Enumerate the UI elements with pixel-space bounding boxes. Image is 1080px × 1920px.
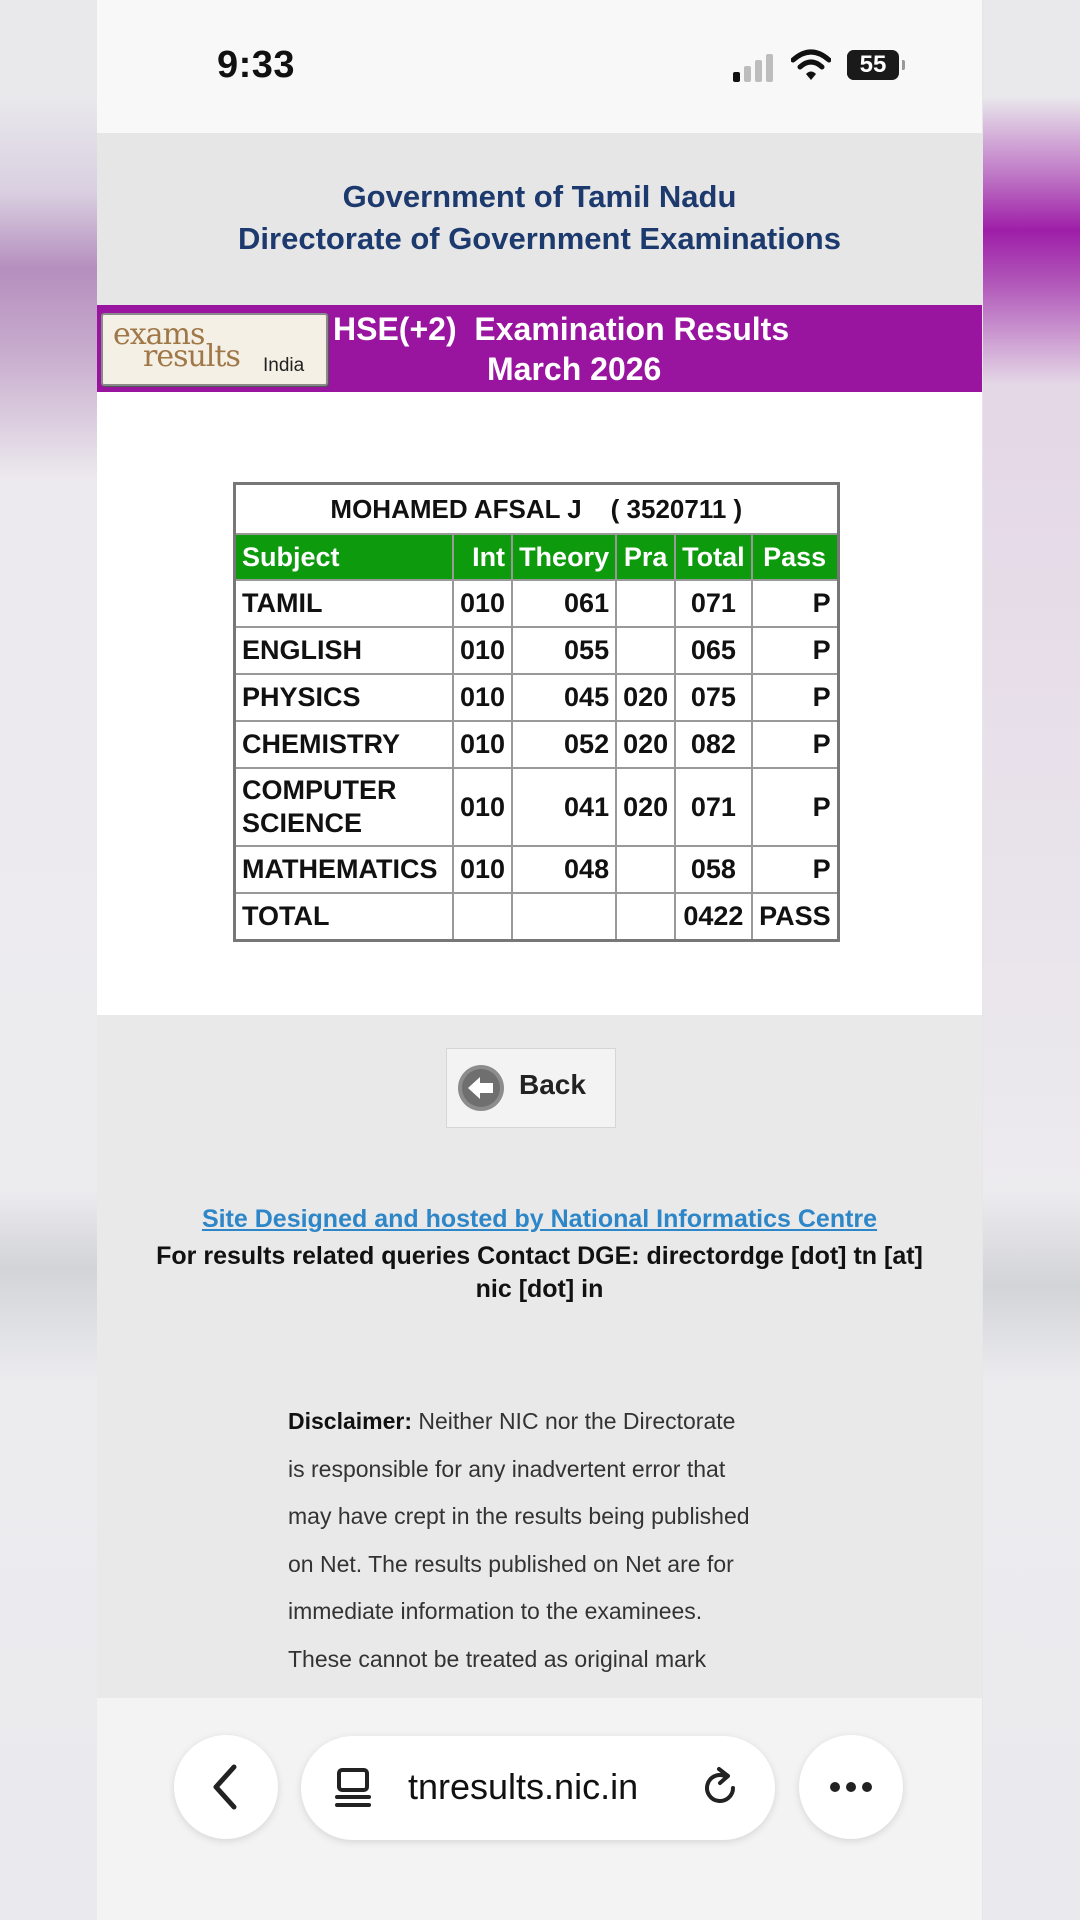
total-cell: 065	[675, 627, 752, 674]
marks-table	[233, 482, 840, 942]
total-cell: 071	[675, 768, 752, 846]
int-cell: 010	[453, 674, 512, 721]
cellular-signal-icon	[733, 52, 777, 82]
more-options-button[interactable]	[799, 1735, 903, 1839]
blurred-backdrop-right	[983, 0, 1080, 1920]
pra-cell	[616, 627, 675, 674]
int-cell: 010	[453, 580, 512, 627]
table-row	[235, 674, 839, 721]
pass-cell: P	[752, 627, 839, 674]
contact-info: For results related queries Contact DGE: directordge [dot] tn [at] nic [dot] in	[156, 1242, 923, 1303]
int-cell: 010	[453, 768, 512, 846]
total-cell: 058	[675, 846, 752, 893]
back-button[interactable]	[446, 1048, 616, 1128]
subject-cell: TAMIL	[235, 580, 454, 627]
back-button-label: Back	[519, 1069, 586, 1100]
total-cell: 082	[675, 721, 752, 768]
total-cell: 075	[675, 674, 752, 721]
back-arrow-icon	[457, 1064, 505, 1112]
pra-cell	[616, 846, 675, 893]
table-header-row	[235, 534, 839, 580]
header-line-directorate: Directorate of Government Examinations	[238, 221, 841, 256]
grand-total: 0422	[675, 893, 752, 941]
address-bar[interactable]	[301, 1736, 775, 1840]
pass-cell: P	[752, 721, 839, 768]
nic-link[interactable]: Site Designed and hosted by National Informatics Centre	[201, 1205, 878, 1233]
theory-cell: 041	[512, 768, 616, 846]
battery-level: 55	[859, 51, 887, 78]
disclaimer-text: Disclaimer: Neither NIC nor the Directorate is responsible for any inadvertent error that may have crept in the results being published on Net. The results published on Net are for immediate information to the examinees. These cannot be treated as original mark	[288, 1408, 750, 1672]
subject-cell: PHYSICS	[235, 674, 454, 721]
disclaimer-heading: Disclaimer:	[288, 1408, 413, 1434]
phone-screen	[97, 0, 982, 1920]
theory-cell: 045	[512, 674, 616, 721]
pra-cell	[616, 580, 675, 627]
table-row	[235, 721, 839, 768]
column-header: Subject	[235, 534, 454, 580]
header-line-government: Government of Tamil Nadu	[342, 179, 737, 214]
site-info-icon	[335, 1766, 371, 1810]
url-text: tnresults.nic.in	[408, 1766, 639, 1807]
chevron-left-icon	[174, 1735, 278, 1839]
column-header: Theory	[512, 534, 616, 580]
status-bar	[97, 0, 982, 133]
column-header: Pra	[616, 534, 675, 580]
theory-cell: 052	[512, 721, 616, 768]
total-row	[235, 893, 839, 941]
overall-result: PASS	[752, 893, 839, 941]
subject-cell: ENGLISH	[235, 627, 454, 674]
wifi-icon	[791, 48, 831, 82]
column-header: Int	[453, 534, 512, 580]
pra-cell: 020	[616, 674, 675, 721]
int-cell: 010	[453, 846, 512, 893]
pass-cell: P	[752, 674, 839, 721]
student-name-roll: MOHAMED AFSAL J ( 3520711 )	[235, 484, 839, 535]
int-cell: 010	[453, 721, 512, 768]
total-label: TOTAL	[235, 893, 454, 941]
subject-cell: COMPUTER SCIENCE	[235, 768, 454, 846]
reload-icon[interactable]	[699, 1766, 741, 1808]
exams-results-logo[interactable]: exams results India	[101, 313, 328, 386]
table-row	[235, 627, 839, 674]
browser-back-button[interactable]	[174, 1735, 278, 1839]
table-row	[235, 580, 839, 627]
theory-cell: 061	[512, 580, 616, 627]
more-dots-icon	[799, 1735, 903, 1839]
browser-toolbar	[97, 1698, 982, 1920]
subject-cell: CHEMISTRY	[235, 721, 454, 768]
table-row	[235, 768, 839, 846]
pass-cell: P	[752, 580, 839, 627]
int-cell: 010	[453, 627, 512, 674]
subject-cell: MATHEMATICS	[235, 846, 454, 893]
banner-title: HSE(+2) Examination Results	[333, 311, 790, 347]
banner-subtitle: March 2026	[487, 351, 662, 387]
battery-icon	[847, 50, 899, 80]
status-time: 9:33	[217, 44, 296, 86]
column-header: Pass	[752, 534, 839, 580]
column-header: Total	[675, 534, 752, 580]
total-cell: 071	[675, 580, 752, 627]
pra-cell: 020	[616, 721, 675, 768]
page-header	[97, 133, 982, 305]
results-banner	[97, 305, 982, 392]
blurred-backdrop-left	[0, 0, 97, 1920]
theory-cell: 055	[512, 627, 616, 674]
pra-cell: 020	[616, 768, 675, 846]
theory-cell: 048	[512, 846, 616, 893]
pass-cell: P	[752, 768, 839, 846]
pass-cell: P	[752, 846, 839, 893]
table-row	[235, 846, 839, 893]
